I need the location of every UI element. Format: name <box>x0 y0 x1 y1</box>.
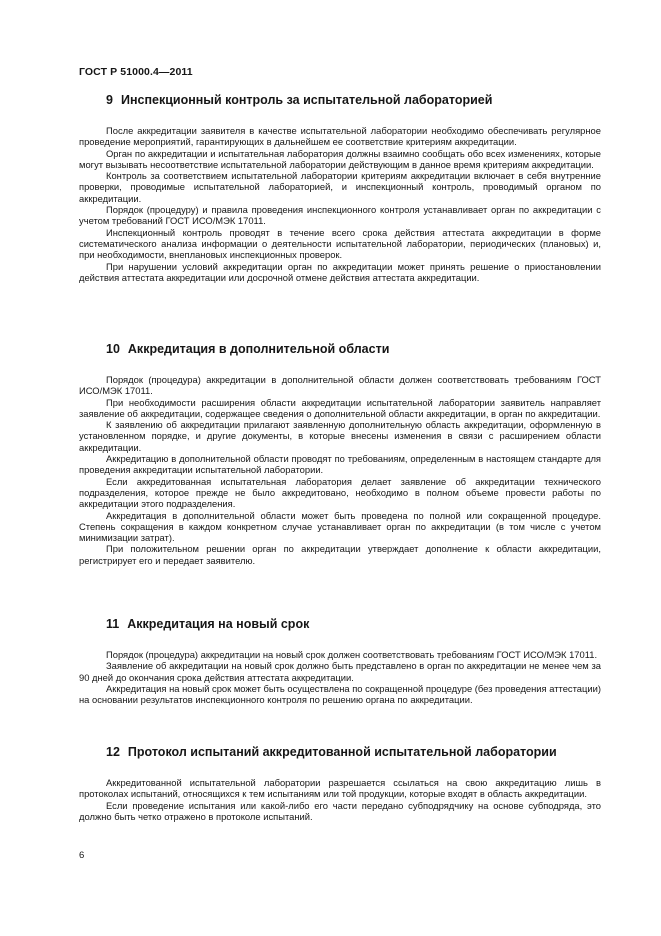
paragraph: Заявление об аккредитации на новый срок должно быть представлено в орган по аккредитации не менее чем за 90 дней до окончания срока действия аттестата аккредитации. <box>79 660 601 683</box>
paragraph: Орган по аккредитации и испытательная лаборатория должны взаимно сообщать обо всех изменениях, которые могут вызывать несоответствие испытательной лаборатории действующим в данное время критериям аккредитации. <box>79 147 601 170</box>
section-heading <box>79 93 601 108</box>
paragraph: Если проведение испытания или какой-либо его части передано субподрядчику на основе субподряда, это должно быть четко отражено в протоколе испытаний. <box>79 799 601 822</box>
section-heading <box>79 617 601 632</box>
paragraph: Если аккредитованная испытательная лаборатория делает заявление об аккредитации технического подразделения, которое прежде не было аккредитовано, необходимо в полном объеме провести работы по аккредитации этого подразделения. <box>79 475 601 510</box>
paragraph: При положительном решении орган по аккредитации утверждает дополнение к области аккредитации, регистрирует его и передает заявителю. <box>79 543 601 566</box>
paragraph: При нарушении условий аккредитации орган по аккредитации может принять решение о приостановлении действия аттестата аккредитации или досрочной отмене действия аттестата аккредитации. <box>79 260 601 283</box>
section-11 <box>79 617 601 705</box>
paragraph: Порядок (процедура) аккредитации на новый срок должен соответствовать требованиям ГОСТ ИСО/МЭК 17011. <box>106 649 598 660</box>
paragraph: Аккредитацию в дополнительной области проводят по требованиям, определенным в настоящем стандарте для проведения аккредитации испытательной лаборатории. <box>79 453 601 476</box>
paragraph: Контроль за соответствием испытательной лаборатории критериям аккредитации включает в себя внутренние проверки, проводимые испытательной лабораторией, и инспекционный контроль, проводимый органом по аккредитации. <box>79 170 601 204</box>
section-title: Протокол испытаний аккредитованной испытательной лаборатории <box>127 745 557 759</box>
paragraph: Аккредитация в дополнительной области может быть проведена по полной или сокращенной процедуре. Степень сокращения в каждом конкретном случае устанавливает орган по аккредитации (в том числе с учетом минимизации затрат). <box>79 509 601 544</box>
paragraph: Порядок (процедура) аккредитации в дополнительной области должен соответствовать требованиям ГОСТ ИСО/МЭК 17011. <box>79 374 601 397</box>
section-heading <box>79 745 601 760</box>
section-number: 10 <box>106 342 120 356</box>
section-number: 9 <box>106 93 113 107</box>
paragraph: Порядок (процедуру) и правила проведения инспекционного контроля устанавливает орган по аккредитации с учетом требований ГОСТ ИСО/МЭК 17011. <box>79 204 601 227</box>
section-heading <box>79 342 601 357</box>
section-title: Инспекционный контроль за испытательной лабораторией <box>120 93 493 107</box>
section-9 <box>79 93 601 283</box>
section-title: Аккредитация в дополнительной области <box>127 342 390 356</box>
standard-header: ГОСТ Р 51000.4—2011 <box>79 66 193 78</box>
section-number: 11 <box>106 617 120 631</box>
paragraph: Аккредитованной испытательной лаборатории разрешается ссылаться на свою аккредитацию лишь в протоколах испытаний, относящихся к тем испытаниям или той продукции, которые входят в область аккредитации. <box>79 777 601 800</box>
paragraph: К заявлению об аккредитации прилагают заявленную дополнительную область аккредитации, оформленную в установленном порядке, и другие документы, в которые внесены изменения в связи с расширением области аккредитации. <box>79 419 601 453</box>
section-10 <box>79 342 601 566</box>
section-number: 12 <box>106 745 120 759</box>
paragraph: Аккредитация на новый срок может быть осуществлена по сокращенной процедуре (без проведения аттестации) на основании результатов инспекционного контроля по решению органа по аккредитации. <box>79 682 601 706</box>
page-number: 6 <box>79 850 85 861</box>
paragraph: Инспекционный контроль проводят в течение всего срока действия аттестата аккредитации в форме систематического анализа информации о деятельности испытательной лаборатории, периодических (плановых) и, при необходимости, внеплановых инспекционных проверок. <box>79 226 601 261</box>
paragraph: После аккредитации заявителя в качестве испытательной лаборатории необходимо обеспечивать регулярное проведение мероприятий, гарантирующих в дальнейшем ее соответствие критериям аккредитации. <box>79 125 601 148</box>
paragraph: При необходимости расширения области аккредитации испытательной лаборатории заявитель направляет заявление об аккредитации, содержащее сведения о дополнительной области аккредитации, в орган по аккредитации. <box>79 396 601 419</box>
section-title: Аккредитация на новый срок <box>127 617 310 631</box>
section-12 <box>79 745 601 822</box>
